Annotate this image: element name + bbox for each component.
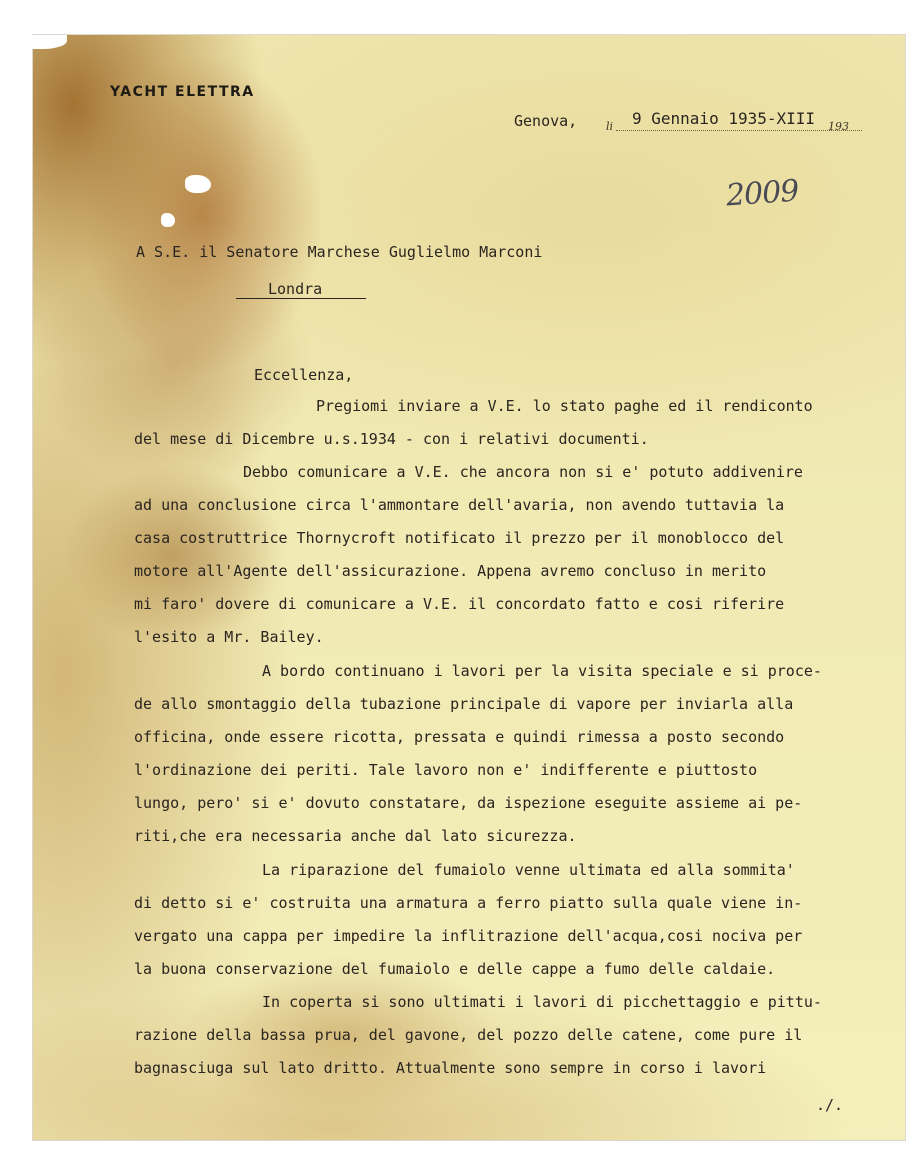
body-line: ad una conclusione circa l'ammontare dell'avaria, non avendo tuttavia la [134, 496, 785, 514]
body-line: La riparazione del fumaiolo venne ultimata ed alla sommita' [262, 861, 795, 879]
body-line: officina, onde essere ricotta, pressata e quindi rimessa a posto secondo [134, 728, 785, 746]
body-line: la buona conservazione del fumaiolo e delle cappe a fumo delle caldaie. [134, 960, 776, 978]
body-line: In coperta si sono ultimati i lavori di picchettaggio e pittu- [262, 993, 822, 1011]
body-line: Pregiomi inviare a V.E. lo stato paghe ed il rendiconto [316, 397, 813, 415]
place: Genova, [514, 112, 578, 130]
body-line: Debbo comunicare a V.E. che ancora non si e' potuto addivenire [243, 463, 803, 481]
salutation: Eccellenza, [254, 366, 354, 384]
body-line: vergato una cappa per impedire la inflitrazione dell'acqua,cosi nociva per [134, 927, 803, 945]
body-line: A bordo continuano i lavori per la visita speciale e si proce- [262, 662, 822, 680]
body-line: l'ordinazione dei periti. Tale lavoro non e' indifferente e piuttosto [134, 761, 758, 779]
body-line: casa costruttrice Thornycroft notificato il prezzo per il monoblocco del [134, 529, 785, 547]
date-dotted-line [616, 130, 862, 131]
torn-edge [27, 35, 67, 49]
burn-hole [161, 213, 175, 227]
body-line: motore all'Agente dell'assicurazione. Appena avremo concluso in merito [134, 562, 767, 580]
body-line: l'esito a Mr. Bailey. [134, 628, 324, 646]
recipient-line: A S.E. il Senatore Marchese Guglielmo Marconi [136, 243, 543, 261]
year-suffix: 193 [828, 120, 849, 133]
body-line: riti,che era necessaria anche dal lato sicurezza. [134, 827, 577, 845]
burn-hole [185, 175, 211, 193]
body-line: del mese di Dicembre u.s.1934 - con i relativi documenti. [134, 430, 649, 448]
body-line: lungo, pero' si e' dovuto constatare, da ispezione eseguite assieme ai pe- [134, 794, 803, 812]
letterhead: YACHT ELETTRA [110, 84, 255, 100]
body-line: de allo smontaggio della tubazione principale di vapore per inviarla alla [134, 695, 794, 713]
body-line: bagnasciuga sul lato dritto. Attualmente sono sempre in corso i lavori [134, 1059, 767, 1077]
recipient-city: Londra [268, 280, 323, 298]
city-underline [236, 298, 366, 299]
body-line: di detto si e' costruita una armatura a ferro piatto sulla quale viene in- [134, 894, 803, 912]
archive-number-annotation: 2009 [724, 173, 800, 214]
body-line: mi faro' dovere di comunicare a V.E. il concordato fatto e cosi riferire [134, 595, 785, 613]
continuation-mark: ./. [816, 1096, 844, 1114]
li-label: li [606, 120, 614, 133]
date: 9 Gennaio 1935-XIII [632, 109, 816, 128]
body-line: razione della bassa prua, del gavone, del pozzo delle catene, come pure il [134, 1026, 803, 1044]
